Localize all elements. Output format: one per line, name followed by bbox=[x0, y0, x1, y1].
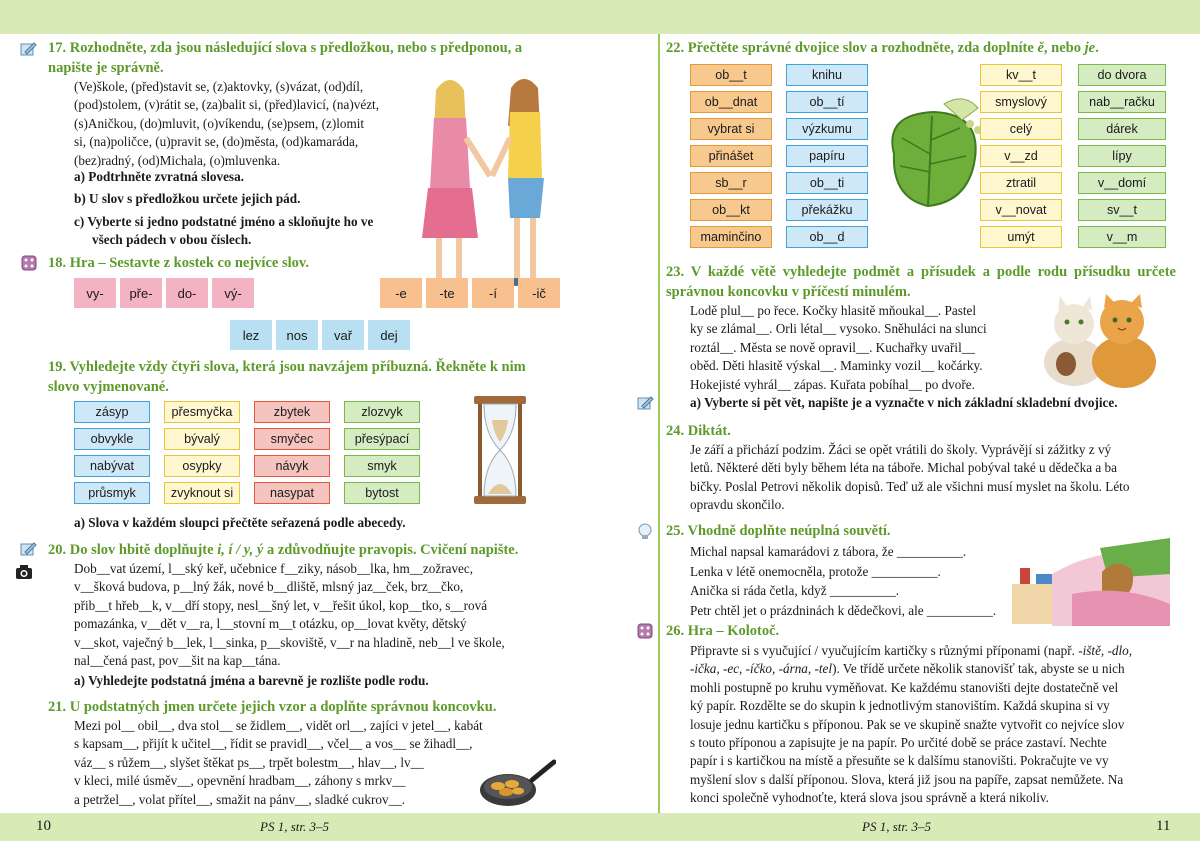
text-line: roztál__. Města se nově opravil__. Kuchařky uvařil__ bbox=[690, 339, 975, 355]
linden-leaf-illustration bbox=[874, 94, 994, 214]
text-line: ky se zlámal__. Orli létal__ vysoko. Sněhuláci na slunci bbox=[690, 321, 987, 337]
text-segment-italic: -ička, -ec, -íčko, -árna, -tel bbox=[690, 661, 833, 677]
word-card: v__domí bbox=[1078, 172, 1166, 194]
exercise-heading: a zdůvodňujte pravopis. Cvičení napište. bbox=[263, 542, 519, 558]
exercise-heading-italic: ě bbox=[1037, 40, 1044, 56]
text-line: oběd. Děti hlasitě výskal__. Maminky vozil__ kočárky. bbox=[690, 358, 983, 374]
exercise-number: 26. bbox=[666, 623, 685, 639]
task-marker: a) bbox=[74, 515, 85, 530]
suffix-tile: -í bbox=[472, 278, 514, 308]
exercise-heading: . bbox=[1095, 40, 1099, 56]
root-tile: nos bbox=[276, 320, 318, 350]
text-line: s kapsam__, přijít k učitel__, řídit se pravidl__, včel__ a vos__ se žihadl__, bbox=[74, 736, 473, 752]
exercise-23-text bbox=[690, 302, 1040, 394]
text-segment-italic: -iště, -dlo, bbox=[1078, 643, 1133, 658]
task-marker: a) bbox=[690, 395, 701, 410]
exercise-heading-italic: je bbox=[1084, 40, 1096, 56]
text-line: myšlení slov s další příponou. Slova, která již jsou na papíře, zapsat nemůžete. Na bbox=[690, 771, 1124, 787]
exercise-19-task bbox=[74, 514, 494, 532]
word-card: kv__t bbox=[980, 64, 1062, 86]
exercise-17-text bbox=[74, 78, 414, 170]
word-card: ztratil bbox=[980, 172, 1062, 194]
cats-illustration bbox=[1036, 292, 1164, 392]
text-line: Dob__vat území, l__ský keř, učebnice f__ziky, násob__lka, hm__zožravec, bbox=[74, 561, 474, 576]
exercise-number: 19. bbox=[48, 359, 67, 375]
text-line: mohli postupně po kruhu vyměňovat. Ke každému stanovišti dejte dostatečně vel bbox=[690, 679, 1119, 695]
text-line bbox=[690, 642, 1172, 660]
exercise-24-text bbox=[690, 441, 1168, 515]
text-line: Anička si ráda četla, když __________. bbox=[690, 583, 900, 598]
exercise-number: 23. bbox=[666, 264, 685, 280]
text-line: losuje jednu kartičku s příponou. Pak se ve skupině snažte vytvořit co nejvíce slov bbox=[690, 716, 1125, 732]
exercise-17-tasks bbox=[74, 168, 414, 250]
word-card: papíru bbox=[786, 145, 868, 167]
exercise-21-heading bbox=[48, 697, 568, 717]
suffix-tile: -ič bbox=[518, 278, 560, 308]
text-line: bičky. Poslal Petrovi několik dopisů. Teď už ale všichni musí myslet na školu. Léto bbox=[690, 478, 1130, 494]
sick-girl-illustration bbox=[1012, 534, 1170, 626]
text-line: letů. Některé děti byly během léta na táboře. Michal pobýval také u dědečka a ba bbox=[690, 460, 1117, 476]
lightbulb-icon bbox=[636, 522, 654, 540]
text-line: v__šková budova, p__lný žák, nové b__dliště, mlsný jaz__ček, brz__čko, bbox=[74, 579, 464, 595]
hourglass-illustration bbox=[470, 394, 530, 506]
text-line: (s)Aničkou, (do)mluvit, (o)víkendu, (se)psem, (z)lomit bbox=[74, 115, 365, 131]
word-card: nasypat bbox=[254, 482, 330, 504]
exercise-heading: V každé větě vyhledejte podmět a přísudek a podle rodu přísudku určete správnou koncovku v příčestí minulém. bbox=[666, 264, 1176, 300]
exercise-20-task bbox=[74, 672, 554, 690]
exercise-heading: , nebo bbox=[1043, 40, 1085, 56]
text-line: papír i s kartičkou na místě a přesuňte se k dalšímu stanovišti. Pokračujte ve vy bbox=[690, 753, 1109, 769]
suffix-tile: -te bbox=[426, 278, 468, 308]
pencil-notebook-icon bbox=[19, 40, 37, 58]
text-line bbox=[690, 660, 1172, 678]
exercise-number: 22. bbox=[666, 40, 685, 56]
word-card: ob__dnat bbox=[690, 91, 772, 113]
exercise-heading: U podstatných jmen určete jejich vzor a doplňte správnou koncovku. bbox=[69, 699, 497, 715]
word-card: smyk bbox=[344, 455, 420, 477]
exercise-heading: Přečtěte správné dvojice slov a rozhodněte, zda doplníte bbox=[687, 40, 1038, 56]
word-card: bývalý bbox=[164, 428, 240, 450]
exercise-20-heading bbox=[48, 540, 568, 560]
exercise-heading-italic: i, í / y, ý bbox=[217, 542, 264, 558]
right-page bbox=[660, 34, 1200, 813]
task-marker: c) bbox=[74, 213, 85, 229]
task-text: Vyhledejte podstatná jména a barevně je rozlište podle rodu. bbox=[88, 673, 429, 688]
word-card: zvyknout si bbox=[164, 482, 240, 504]
exercise-25-heading bbox=[666, 521, 966, 541]
exercise-26-text bbox=[690, 642, 1172, 808]
word-card: umýt bbox=[980, 226, 1062, 248]
text-line: s touto příponou a zapisujte je na papír. Po určité době se práce zastaví. Nechte bbox=[690, 735, 1107, 751]
exercise-number: 17. bbox=[48, 40, 67, 56]
word-card: osypky bbox=[164, 455, 240, 477]
text-line: v__skot, vaječný b__lek, l__sinka, p__skoviště, v__r na hladině, neb__l ve škole, bbox=[74, 634, 505, 650]
root-tile: lez bbox=[230, 320, 272, 350]
word-card: průsmyk bbox=[74, 482, 150, 504]
text-line: nal__čená past, pov__šit na kap__tána. bbox=[74, 653, 281, 669]
exercise-heading: Vyhledejte vždy čtyři slova, která jsou navzájem příbuzná. Řekněte k nim slovo vyjmenované. bbox=[48, 359, 526, 395]
word-card: sv__t bbox=[1078, 199, 1166, 221]
text-line: (bez)radný, (od)Michala, (o)mluvenka. bbox=[74, 152, 281, 168]
exercise-23-task bbox=[690, 394, 1180, 412]
frying-pan-illustration bbox=[476, 754, 556, 812]
text-line: Je září a přichází podzim. Žáci se opět vrátili do školy. Vyprávějí si zážitky z vý bbox=[690, 442, 1112, 457]
exercise-26-heading bbox=[666, 621, 966, 641]
text-line: pomazánka, v__dět v__ra, l__stovní m__t otázku, op__lovat květy, dětský bbox=[74, 616, 467, 632]
word-card: nabývat bbox=[74, 455, 150, 477]
word-card: nab__račku bbox=[1078, 91, 1166, 113]
text-line: konci společně vyhodnoťte, která slova jsou správně a která nikoliv. bbox=[690, 790, 1049, 806]
word-card: přesýpací bbox=[344, 428, 420, 450]
text-line: váz__ s růžem__, slyšet štěkat ps__, trpět bolestm__, hlav__, lv__ bbox=[74, 754, 424, 770]
pencil-notebook-icon bbox=[636, 394, 654, 412]
exercise-22-heading bbox=[666, 38, 1186, 58]
word-card: zbytek bbox=[254, 401, 330, 423]
task-marker: b) bbox=[74, 191, 86, 207]
exercise-18-heading bbox=[48, 253, 548, 273]
left-page bbox=[0, 34, 658, 813]
task-text: U slov s předložkou určete jejich pád. bbox=[89, 191, 301, 207]
task-marker: a) bbox=[74, 673, 85, 688]
word-card: ob__ti bbox=[786, 172, 868, 194]
word-card: dárek bbox=[1078, 118, 1166, 140]
suffix-tile: -e bbox=[380, 278, 422, 308]
text-line: Lenka v létě onemocněla, protože __________. bbox=[690, 563, 941, 579]
word-card: ob__kt bbox=[690, 199, 772, 221]
exercise-20-text bbox=[74, 560, 558, 670]
camera-icon bbox=[14, 562, 34, 582]
word-card: do dvora bbox=[1078, 64, 1166, 86]
pencil-notebook-icon bbox=[19, 540, 37, 558]
text-segment: ). Ve třídě určete několik stanovišť tak, abyste se u nich bbox=[832, 661, 1125, 677]
word-card: ob__tí bbox=[786, 91, 868, 113]
word-card: maminčino bbox=[690, 226, 772, 248]
page-number-right: 11 bbox=[1156, 818, 1171, 834]
exercise-25-text bbox=[690, 542, 1030, 620]
text-line: v kleci, milé úsměv__, opevnění hradbam__, záhony s mrkv__ bbox=[74, 773, 406, 789]
task-text: Podtrhněte zvratná slovesa. bbox=[88, 169, 244, 184]
root-tile: vař bbox=[322, 320, 364, 350]
task-text: Vyberte si pět vět, napište je a vyznačte v nich základní skladební dvojice. bbox=[704, 395, 1118, 410]
task-text: všech pádech v obou číslech. bbox=[92, 232, 252, 248]
word-card: zásyp bbox=[74, 401, 150, 423]
text-line: ký papír. Rozdělte se do skupin k jednotlivým stanovištím. Každá skupina si vy bbox=[690, 698, 1110, 714]
text-line: Petr chtěl jet o prázdninách k dědečkovi, ale __________. bbox=[690, 602, 997, 618]
exercise-19-heading bbox=[48, 357, 558, 397]
dice-icon bbox=[20, 254, 38, 272]
text-line: si, (na)poličce, (u)pravit se, (do)města, (od)kamaráda, bbox=[74, 134, 359, 150]
word-card: lípy bbox=[1078, 145, 1166, 167]
exercise-heading: Vhodně doplňte neúplná souvětí. bbox=[687, 523, 891, 539]
word-card: překážku bbox=[786, 199, 868, 221]
word-card: v__m bbox=[1078, 226, 1166, 248]
text-line: Michal napsal kamarádovi z tábora, že __________. bbox=[690, 544, 967, 559]
workbook-reference-left: PS 1, str. 3–5 bbox=[260, 819, 329, 834]
task-marker: a) bbox=[74, 169, 85, 184]
word-card: zlozvyk bbox=[344, 401, 420, 423]
exercise-number: 25. bbox=[666, 523, 685, 539]
exercise-heading: Rozhodněte, zda jsou následující slova s předložkou, nebo s předponou, a napište je správně. bbox=[48, 40, 523, 76]
text-line: Mezi pol__ obil__, dva stol__ se židlem__, vidět orl__, zajíci v jetel__, kabát bbox=[74, 718, 483, 733]
prefix-tile: pře- bbox=[120, 278, 162, 308]
word-card: přinášet bbox=[690, 145, 772, 167]
top-band bbox=[0, 0, 1200, 34]
word-card: v__novat bbox=[980, 199, 1062, 221]
word-card: smyčec bbox=[254, 428, 330, 450]
page-number-left: 10 bbox=[36, 818, 51, 834]
word-card: vybrat si bbox=[690, 118, 772, 140]
prefix-tile: do- bbox=[166, 278, 208, 308]
exercise-24-heading bbox=[666, 421, 966, 441]
workbook-reference-right: PS 1, str. 3–5 bbox=[862, 819, 931, 834]
exercise-heading: Do slov hbitě doplňujte bbox=[69, 542, 218, 558]
dice-icon bbox=[636, 622, 654, 640]
word-card: v__zd bbox=[980, 145, 1062, 167]
root-tile: dej bbox=[368, 320, 410, 350]
exercise-number: 18. bbox=[48, 255, 67, 271]
word-card: výzkumu bbox=[786, 118, 868, 140]
word-card: bytost bbox=[344, 482, 420, 504]
text-line: opravdu skončilo. bbox=[690, 497, 785, 513]
word-card: celý bbox=[980, 118, 1062, 140]
exercise-heading: Hra – Sestavte z kostek co nejvíce slov. bbox=[69, 255, 309, 271]
word-card: ob__d bbox=[786, 226, 868, 248]
exercise-number: 24. bbox=[666, 423, 685, 439]
bottom-band bbox=[0, 813, 1200, 841]
prefix-tile: vý- bbox=[212, 278, 254, 308]
task-text: Slova v každém sloupci přečtěte seřazená podle abecedy. bbox=[88, 515, 406, 530]
exercise-number: 21. bbox=[48, 699, 67, 715]
word-card: sb__r bbox=[690, 172, 772, 194]
text-segment: Připravte si s vyučující / vyučujícím kartičky s různými příponami (např. bbox=[690, 643, 1079, 658]
text-line: Hokejisté vyhrál__ zápas. Kuřata pobíhal__ po dvoře. bbox=[690, 376, 975, 392]
exercise-heading: Hra – Kolotoč. bbox=[687, 623, 780, 639]
text-line: Lodě plul__ po řece. Kočky hlasitě mňoukal__. Pastel bbox=[690, 303, 977, 318]
word-card: přesmyčka bbox=[164, 401, 240, 423]
exercise-number: 20. bbox=[48, 542, 67, 558]
prefix-tile: vy- bbox=[74, 278, 116, 308]
exercise-heading: Diktát. bbox=[687, 423, 731, 439]
text-line: a petržel__, volat přítel__, smažit na pánv__, sladké cukrov__. bbox=[74, 791, 406, 807]
text-line: přib__t hřeb__k, v__dří stopy, nesl__šný let, v__řešit úkol, kop__tko, s__rová bbox=[74, 597, 488, 613]
word-card: knihu bbox=[786, 64, 868, 86]
task-text: Vyberte si jedno podstatné jméno a skloňujte ho ve bbox=[87, 213, 374, 229]
word-card: návyk bbox=[254, 455, 330, 477]
word-card: smyslový bbox=[980, 91, 1062, 113]
word-card: ob__t bbox=[690, 64, 772, 86]
text-line: (pod)stolem, (v)rátit se, (za)balit si, (před)lavicí, (na)vézt, bbox=[74, 97, 380, 113]
text-line: (Ve)škole, (před)stavit se, (z)aktovky, (s)vázat, (od)díl, bbox=[74, 79, 364, 94]
word-card: obvykle bbox=[74, 428, 150, 450]
